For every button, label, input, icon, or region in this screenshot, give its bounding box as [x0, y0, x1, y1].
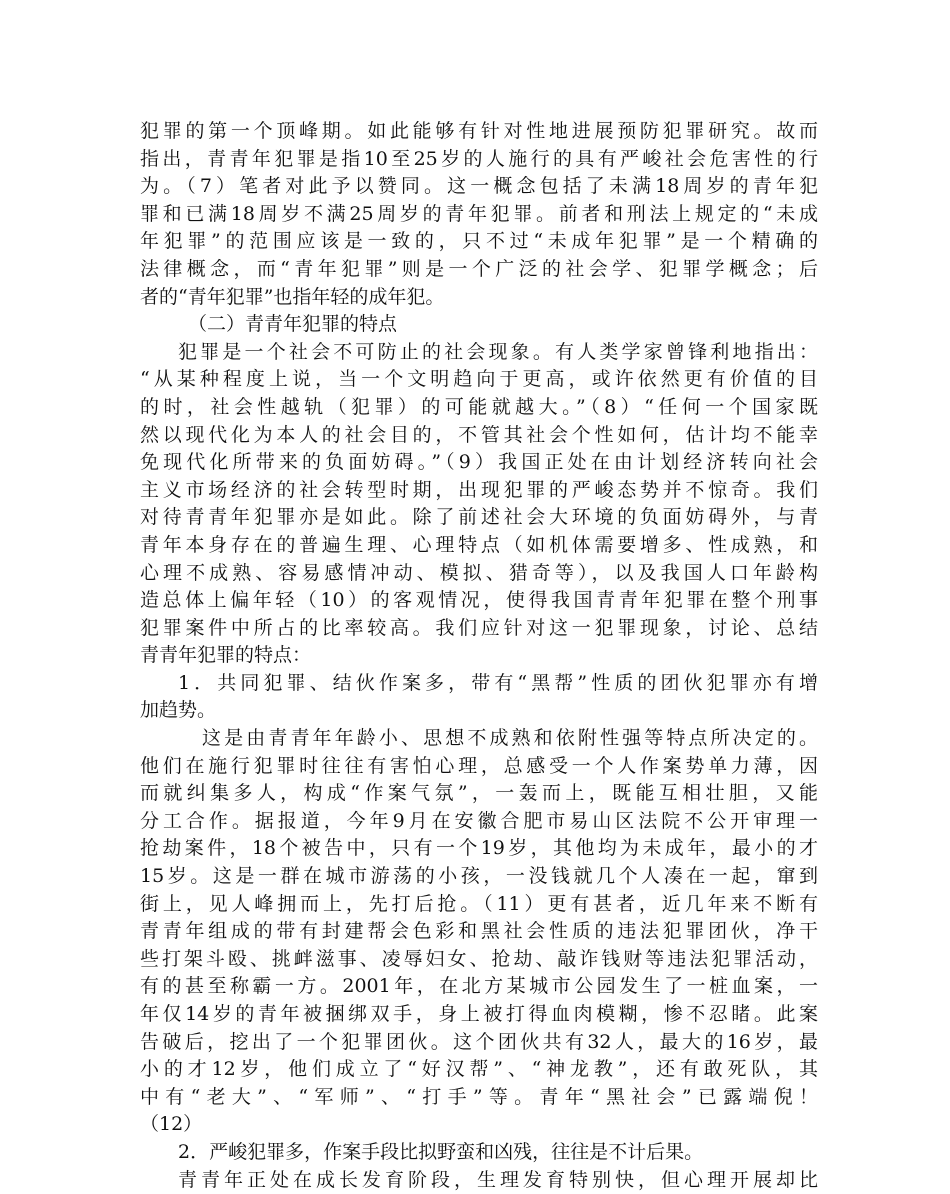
text-line: 犯罪案件中所占的比率较高。我们应针对这一犯罪现象，讨论、总结: [140, 616, 818, 639]
document-body: [140, 118, 818, 1194]
text-line: 他们在施行犯罪时往往有害怕心理，总感受一个人作案势单力薄，因: [140, 754, 818, 777]
text-line: 些打架斗殴、挑衅滋事、凌辱妇女、抢劫、敲诈钱财等违法犯罪活动，: [140, 947, 818, 970]
text-line: 青青年组成的带有封建帮会色彩和黑社会性质的违法犯罪团伙，净干: [140, 920, 818, 943]
text-line: 免现代化所带来的负面妨碍。”（9）我国正处在由计划经济转向社会: [140, 451, 818, 474]
text-line: 街上，见人峰拥而上，先打后抢。（11）更有甚者，近几年来不断有: [140, 892, 818, 915]
text-line: 年犯罪”的范围应该是一致的，只不过“未成年犯罪”是一个精确的: [140, 230, 818, 253]
text-line: 这是由青青年年龄小、思想不成熟和依附性强等特点所决定的。: [202, 727, 818, 750]
text-line: 犯罪是一个社会不可防止的社会现象。有人类学家曾锋利地指出：: [178, 340, 818, 363]
text-line: 青青年正处在成长发育阶段，生理发育特别快，但心理开展却比: [178, 1168, 818, 1191]
text-line: 告破后，挖出了一个犯罪团伙。这个团伙共有32人，最大的16岁，最: [140, 1030, 818, 1053]
text-line: 年仅14岁的青年被捆绑双手，身上被打得血肉模糊，惨不忍睹。此案: [140, 1003, 818, 1025]
text-line: “从某种程度上说，当一个文明趋向于更高，或许依然更有价值的目: [140, 368, 818, 391]
text-line: 犯罪的第一个顶峰期。如此能够有针对性地进展预防犯罪研究。故而: [140, 120, 818, 142]
text-line: 罪和已满18周岁不满25周岁的青年犯罪。前者和刑法上规定的“未成: [140, 202, 818, 225]
text-line: 小的才12岁，他们成立了“好汉帮”、“神龙教”，还有敢死队，其: [140, 1058, 818, 1081]
text-line: 的时，社会性越轨（犯罪）的可能就越大。”（8）“任何一个国家既: [140, 395, 818, 418]
text-line: 抢劫案件，18个被告中，只有一个19岁，其他均为未成年，最小的才: [140, 837, 818, 860]
text-line: 青年本身存在的普遍生理、心理特点（如机体需要增多、性成熟，和: [140, 533, 818, 556]
text-line: 中有“老大”、“军师”、“打手”等。青年“黑社会”已露端倪！: [140, 1085, 818, 1108]
text-line: 指出，青青年犯罪是指10至25岁的人施行的具有严峻社会危害性的行: [140, 147, 818, 170]
text-line: 加趋势。: [140, 699, 217, 722]
text-line: （二）青青年犯罪的特点: [188, 313, 398, 336]
text-line: 为。（7）笔者对此予以赞同。这一概念包括了未满18周岁的青年犯: [140, 175, 818, 198]
text-line: 而就纠集多人，构成“作案气氛”，一轰而上，既能互相壮胆，又能: [140, 782, 818, 805]
text-line: 有的甚至称霸一方。2001年，在北方某城市公园发生了一桩血案，一: [140, 975, 818, 998]
text-line: 者的“青年犯罪”也指年轻的成年犯。: [140, 285, 445, 308]
text-line: （12）: [140, 1113, 203, 1136]
text-line: 然以现代化为本人的社会目的，不管其社会个性如何，估计均不能幸: [140, 423, 818, 446]
text-line: 分工合作。据报道，今年9月在安徽合肥市易山区法院不公开审理一: [140, 809, 818, 832]
text-line: 青青年犯罪的特点：: [140, 644, 312, 667]
text-line: 主义市场经济的社会转型时期，出现犯罪的严峻态势并不惊奇。我们: [140, 478, 818, 501]
text-line: 心理不成熟、容易感情冲动、模拟、猎奇等），以及我国人口年龄构: [140, 561, 818, 584]
text-line: 法律概念，而“青年犯罪”则是一个广泛的社会学、犯罪学概念；后: [140, 257, 818, 280]
text-line: 对待青青年犯罪亦是如此。除了前述社会大环境的负面妨碍外，与青: [140, 506, 818, 529]
text-line: 造总体上偏年轻（10）的客观情况，使得我国青青年犯罪在整个刑事: [140, 589, 818, 612]
text-line: 2．严峻犯罪多，作案手段比拟野蛮和凶残，往往是不计后果。: [178, 1140, 704, 1163]
text-line: 15岁。这是一群在城市游荡的小孩，一没钱就几个人凑在一起，窜到: [140, 865, 818, 888]
text-line: 1．共同犯罪、结伙作案多，带有“黑帮”性质的团伙犯罪亦有增: [178, 671, 818, 694]
